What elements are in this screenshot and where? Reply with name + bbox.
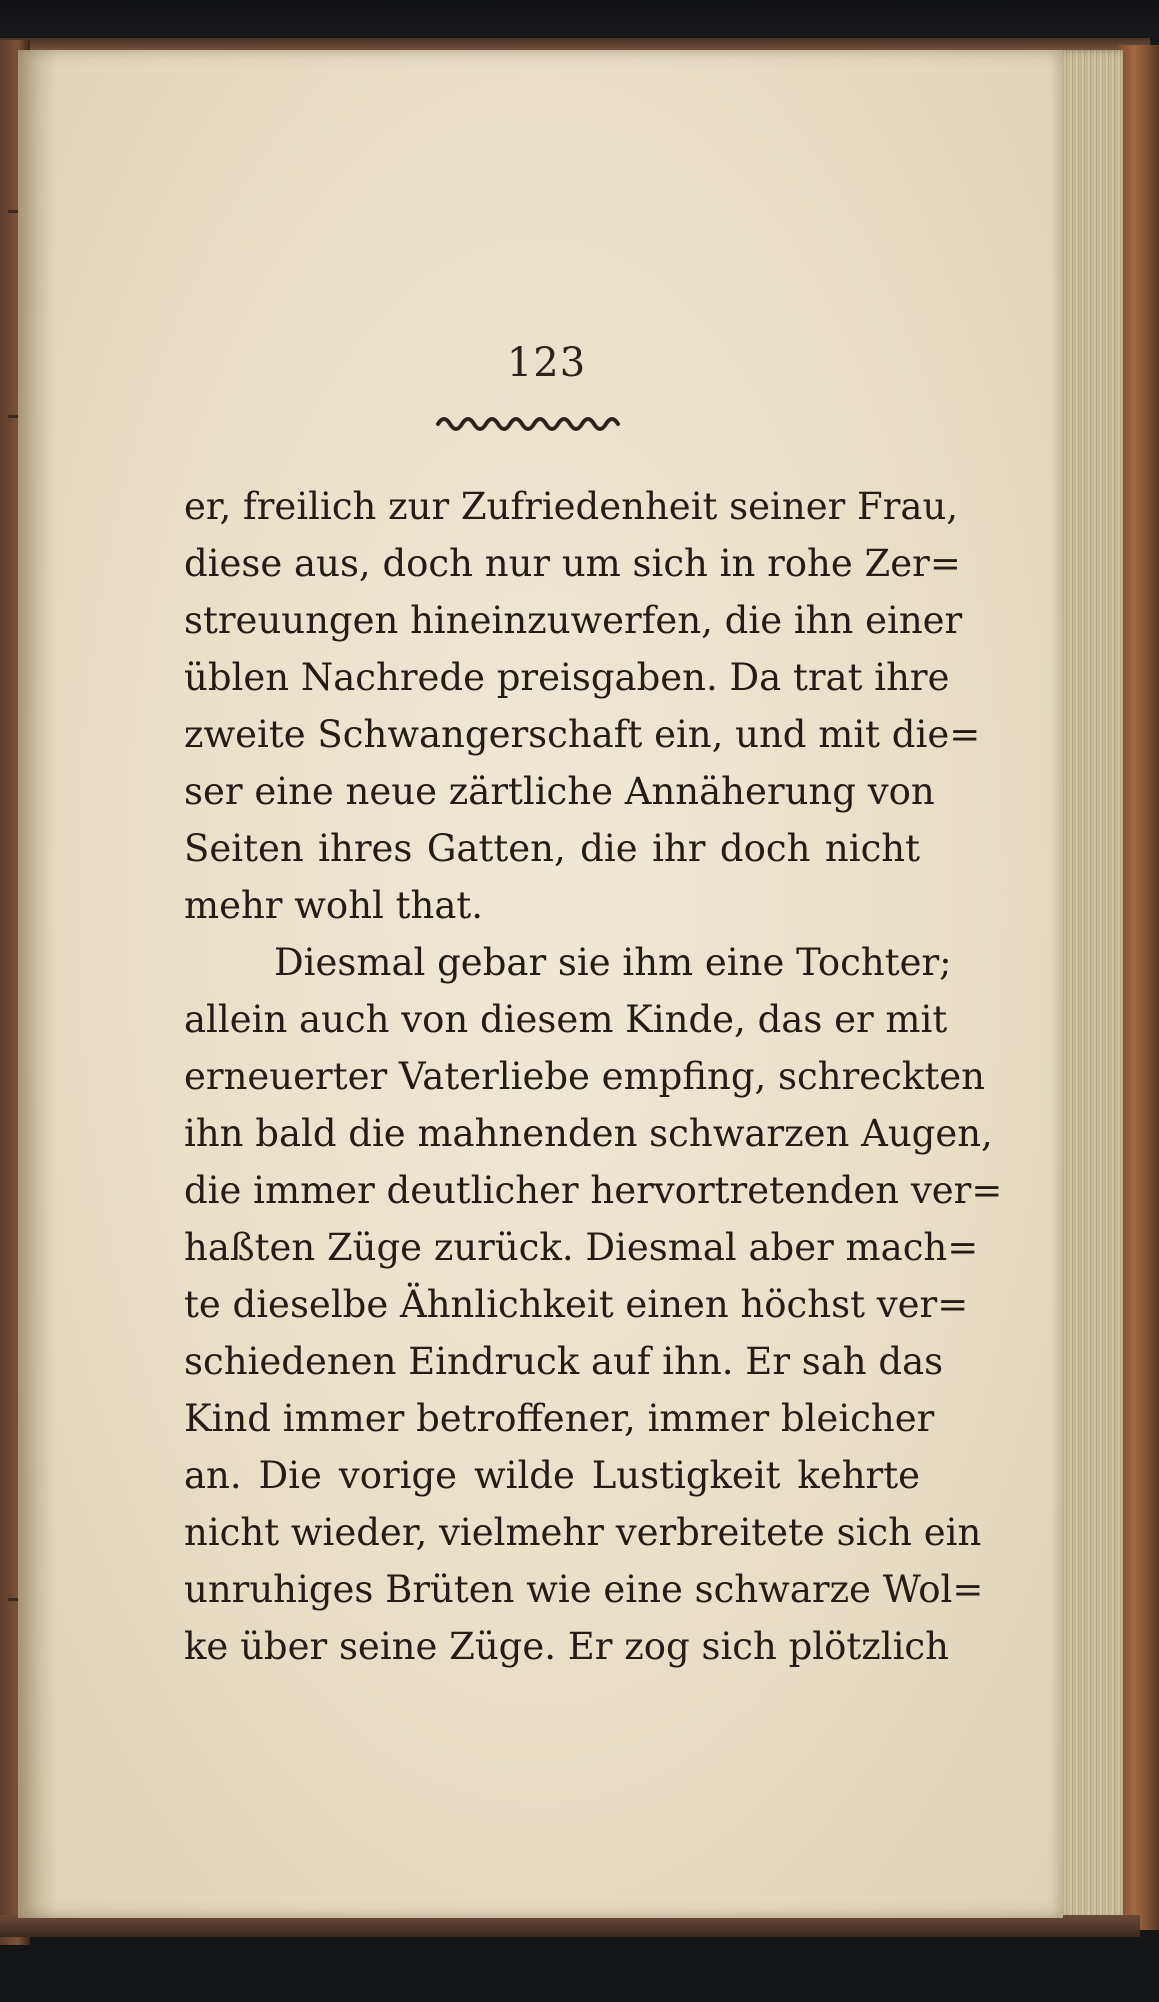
gutter-mark xyxy=(8,1598,18,1601)
text-line: unruhiges Brüten wie eine schwarze Wol= xyxy=(184,1568,984,1611)
text-line: er, freilich zur Zufriedenheit seiner Frau, xyxy=(184,485,959,528)
gutter-shade xyxy=(18,50,58,1918)
text-line: te dieselbe Ähnlichkeit einen höchst ver= xyxy=(184,1283,969,1326)
text-line: nicht wieder, vielmehr verbreitete sich ein xyxy=(184,1511,982,1554)
text-line: schiedenen Eindruck auf ihn. Er sah das xyxy=(184,1340,944,1383)
text-line: ihn bald die mahnenden schwarzen Augen, xyxy=(184,1112,993,1155)
gutter-mark xyxy=(8,415,18,418)
book-cover-bottom xyxy=(0,1915,1140,1937)
wavy-rule-ornament xyxy=(436,412,626,430)
text-line-paragraph-start: Diesmal gebar sie ihm eine Tochter; xyxy=(274,941,952,984)
text-line: allein auch von diesem Kinde, das er mit xyxy=(184,998,948,1041)
text-line: üblen Nachrede preisgaben. Da trat ihre xyxy=(184,656,950,699)
text-line: Seiten ihres Gatten, die ihr doch nicht xyxy=(184,827,920,870)
text-line: diese aus, doch nur um sich in rohe Zer= xyxy=(184,542,961,585)
book-cover-right xyxy=(1118,45,1159,1930)
text-line: zweite Schwangerschaft ein, und mit die= xyxy=(184,713,981,756)
page-number: 123 xyxy=(506,340,587,386)
gutter-mark xyxy=(8,210,18,213)
text-line: erneuerter Vaterliebe empfing, schreckten xyxy=(184,1055,985,1098)
text-line: haßten Züge zurück. Diesmal aber mach= xyxy=(184,1226,979,1269)
page-edges xyxy=(1055,50,1123,1920)
text-line: streuungen hineinzuwerfen, die ihn einer xyxy=(184,599,963,642)
text-line-paragraph-end: mehr wohl that. xyxy=(184,884,484,927)
body-text xyxy=(184,478,1003,1675)
book-page xyxy=(18,50,1063,1918)
text-line: an. Die vorige wilde Lustigkeit kehrte xyxy=(184,1454,920,1497)
text-line: ser eine neue zärtliche Annäherung von xyxy=(184,770,935,813)
text-line: Kind immer betroffener, immer bleicher xyxy=(184,1397,935,1440)
text-line: die immer deutlicher hervortretenden ver= xyxy=(184,1169,1003,1212)
text-line: ke über seine Züge. Er zog sich plötzlich xyxy=(184,1625,949,1668)
